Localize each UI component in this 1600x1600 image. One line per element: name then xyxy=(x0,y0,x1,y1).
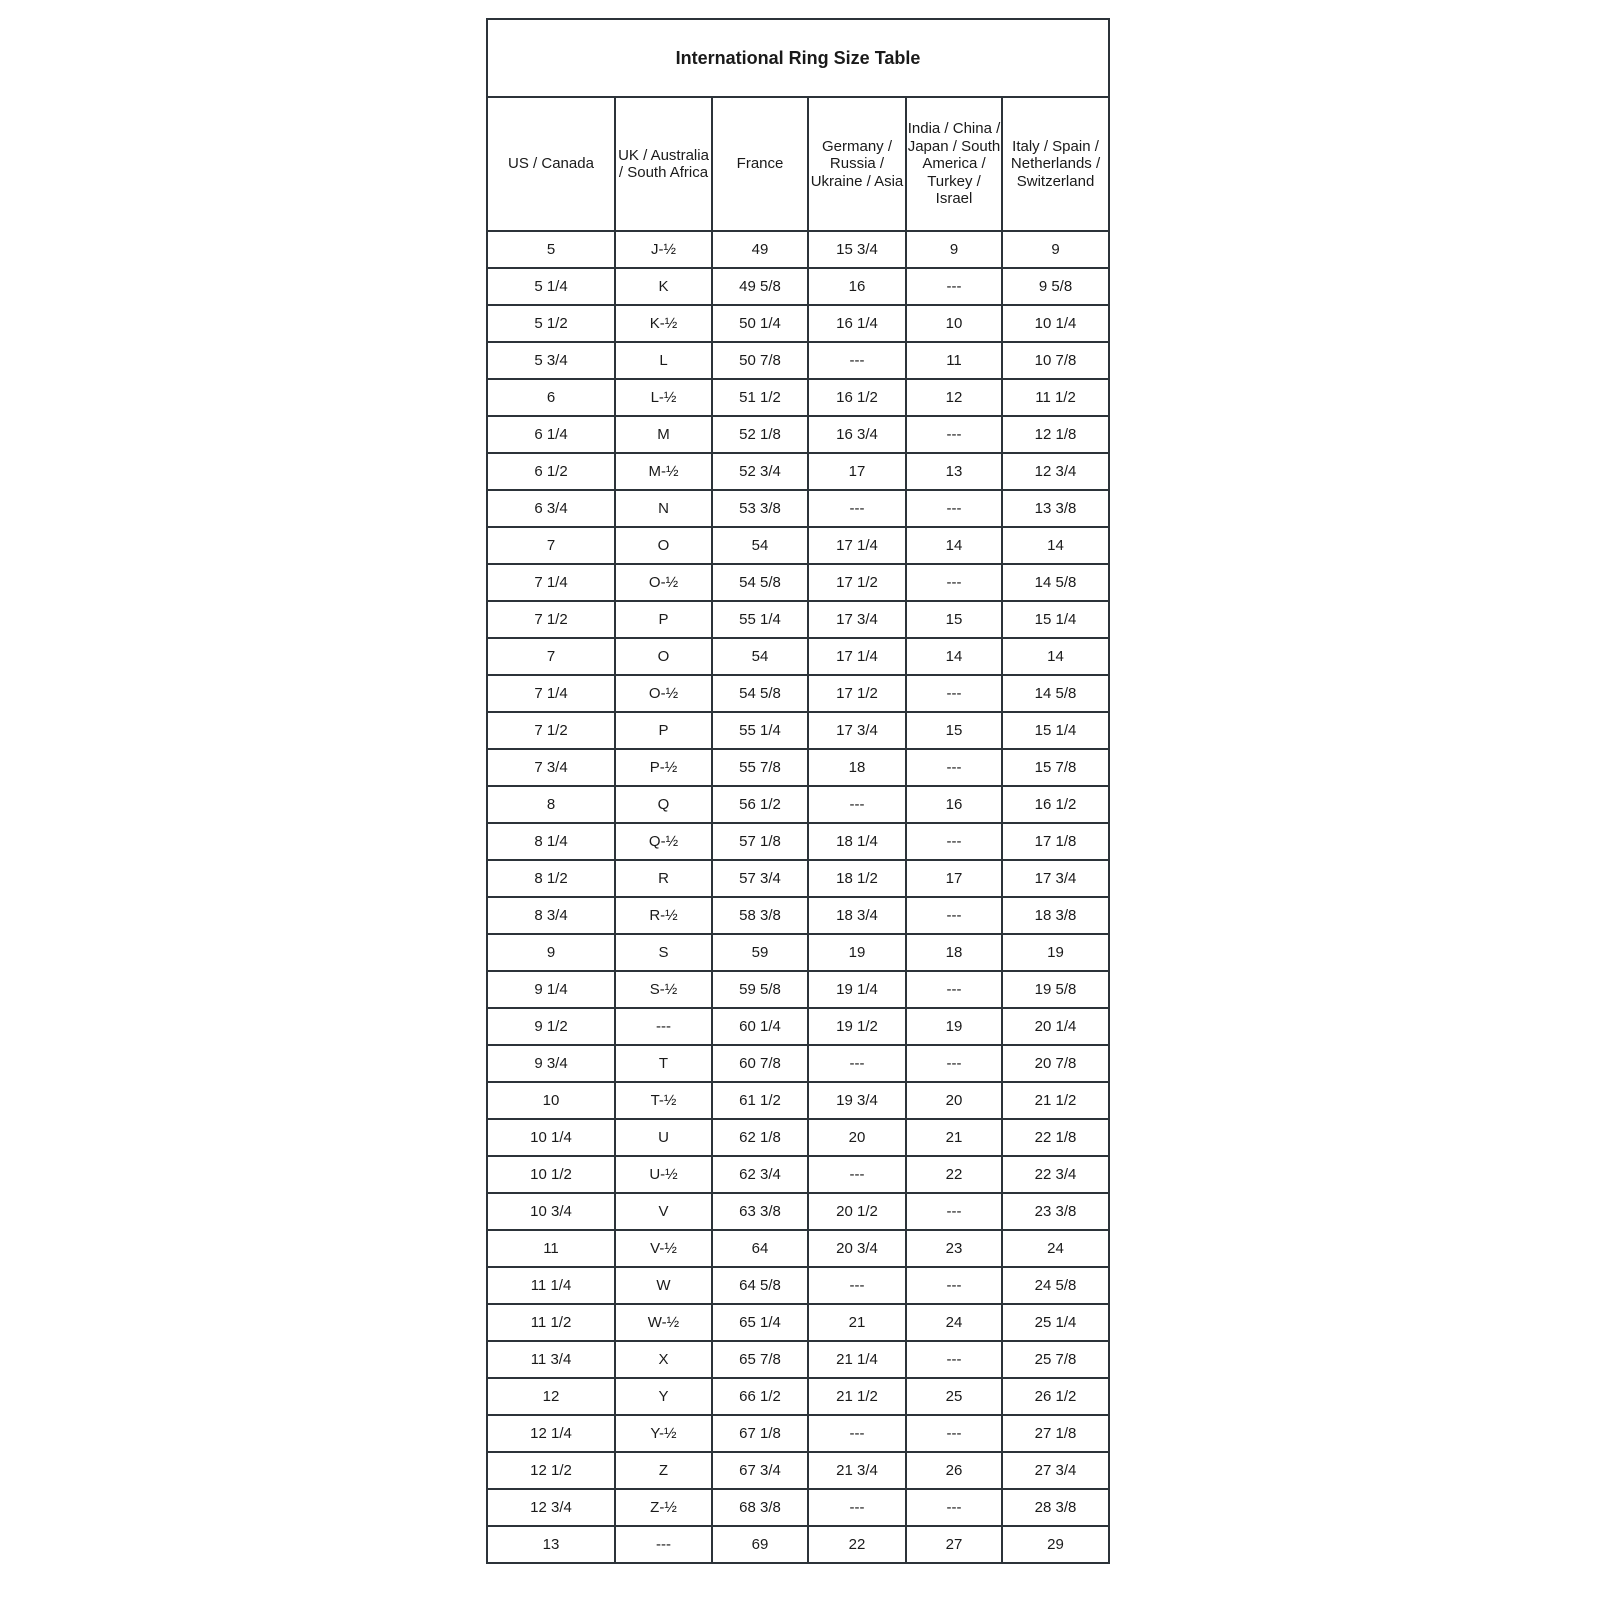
table-row xyxy=(487,675,1109,712)
cell-uk: Z-½ xyxy=(615,1489,712,1526)
cell-us-canada: 7 1/2 xyxy=(487,601,615,638)
cell-germany: 20 1/2 xyxy=(808,1193,906,1230)
cell-us-canada: 12 xyxy=(487,1378,615,1415)
cell-france: 52 1/8 xyxy=(712,416,808,453)
cell-us-canada: 9 xyxy=(487,934,615,971)
cell-germany: 17 xyxy=(808,453,906,490)
cell-germany: 19 xyxy=(808,934,906,971)
cell-italy: 15 1/4 xyxy=(1002,712,1109,749)
cell-us-canada: 12 1/4 xyxy=(487,1415,615,1452)
cell-france: 59 xyxy=(712,934,808,971)
cell-france: 62 3/4 xyxy=(712,1156,808,1193)
cell-france: 52 3/4 xyxy=(712,453,808,490)
header-us-canada: US / Canada xyxy=(487,97,615,231)
cell-france: 65 1/4 xyxy=(712,1304,808,1341)
table-row xyxy=(487,1489,1109,1526)
cell-italy: 15 1/4 xyxy=(1002,601,1109,638)
cell-germany: 17 1/4 xyxy=(808,527,906,564)
table-row xyxy=(487,971,1109,1008)
cell-france: 55 1/4 xyxy=(712,712,808,749)
cell-india: 24 xyxy=(906,1304,1002,1341)
cell-germany: 18 3/4 xyxy=(808,897,906,934)
cell-india: --- xyxy=(906,1341,1002,1378)
cell-india: 22 xyxy=(906,1156,1002,1193)
table-row xyxy=(487,712,1109,749)
cell-italy: 21 1/2 xyxy=(1002,1082,1109,1119)
cell-italy: 23 3/8 xyxy=(1002,1193,1109,1230)
cell-italy: 20 1/4 xyxy=(1002,1008,1109,1045)
cell-uk: R-½ xyxy=(615,897,712,934)
cell-france: 60 1/4 xyxy=(712,1008,808,1045)
table-row xyxy=(487,1045,1109,1082)
header-row xyxy=(487,97,1109,231)
cell-france: 53 3/8 xyxy=(712,490,808,527)
cell-uk: M-½ xyxy=(615,453,712,490)
cell-germany: 21 1/2 xyxy=(808,1378,906,1415)
cell-france: 55 1/4 xyxy=(712,601,808,638)
cell-us-canada: 12 1/2 xyxy=(487,1452,615,1489)
cell-france: 51 1/2 xyxy=(712,379,808,416)
cell-us-canada: 11 1/2 xyxy=(487,1304,615,1341)
header-france: France xyxy=(712,97,808,231)
cell-us-canada: 12 3/4 xyxy=(487,1489,615,1526)
table-row xyxy=(487,231,1109,268)
table-row xyxy=(487,1378,1109,1415)
table-row xyxy=(487,1119,1109,1156)
cell-india: --- xyxy=(906,1045,1002,1082)
cell-france: 54 xyxy=(712,638,808,675)
cell-us-canada: 9 1/4 xyxy=(487,971,615,1008)
cell-germany: 18 xyxy=(808,749,906,786)
cell-italy: 11 1/2 xyxy=(1002,379,1109,416)
cell-us-canada: 6 1/4 xyxy=(487,416,615,453)
cell-india: --- xyxy=(906,490,1002,527)
table-title: International Ring Size Table xyxy=(487,19,1109,97)
cell-uk: O-½ xyxy=(615,564,712,601)
cell-india: --- xyxy=(906,416,1002,453)
cell-germany: --- xyxy=(808,1415,906,1452)
cell-india: 16 xyxy=(906,786,1002,823)
cell-uk: O-½ xyxy=(615,675,712,712)
cell-uk: Y-½ xyxy=(615,1415,712,1452)
cell-germany: --- xyxy=(808,1045,906,1082)
table-row xyxy=(487,638,1109,675)
cell-germany: 22 xyxy=(808,1526,906,1563)
table-row xyxy=(487,416,1109,453)
cell-uk: K xyxy=(615,268,712,305)
cell-italy: 24 xyxy=(1002,1230,1109,1267)
cell-india: 14 xyxy=(906,638,1002,675)
cell-uk: M xyxy=(615,416,712,453)
cell-germany: --- xyxy=(808,490,906,527)
cell-india: --- xyxy=(906,823,1002,860)
cell-france: 57 3/4 xyxy=(712,860,808,897)
cell-italy: 10 7/8 xyxy=(1002,342,1109,379)
cell-us-canada: 7 xyxy=(487,527,615,564)
cell-india: 12 xyxy=(906,379,1002,416)
cell-germany: 19 3/4 xyxy=(808,1082,906,1119)
cell-us-canada: 8 3/4 xyxy=(487,897,615,934)
table-row xyxy=(487,1415,1109,1452)
cell-uk: Q-½ xyxy=(615,823,712,860)
cell-uk: T-½ xyxy=(615,1082,712,1119)
table-row xyxy=(487,453,1109,490)
cell-india: --- xyxy=(906,897,1002,934)
cell-uk: --- xyxy=(615,1008,712,1045)
header-uk-australia-south-africa: UK / Australia / South Africa xyxy=(615,97,712,231)
cell-germany: 17 3/4 xyxy=(808,601,906,638)
cell-us-canada: 7 3/4 xyxy=(487,749,615,786)
cell-france: 50 1/4 xyxy=(712,305,808,342)
cell-india: 9 xyxy=(906,231,1002,268)
table-row xyxy=(487,1452,1109,1489)
cell-us-canada: 5 xyxy=(487,231,615,268)
cell-india: 13 xyxy=(906,453,1002,490)
cell-italy: 12 3/4 xyxy=(1002,453,1109,490)
header-india-china-japan: India / China / Japan / South America / Turkey / Israel xyxy=(906,97,1002,231)
cell-germany: 17 3/4 xyxy=(808,712,906,749)
cell-uk: O xyxy=(615,638,712,675)
table-row xyxy=(487,934,1109,971)
cell-india: 14 xyxy=(906,527,1002,564)
cell-uk: W-½ xyxy=(615,1304,712,1341)
cell-italy: 14 xyxy=(1002,527,1109,564)
cell-italy: 14 5/8 xyxy=(1002,675,1109,712)
cell-italy: 14 xyxy=(1002,638,1109,675)
cell-us-canada: 6 3/4 xyxy=(487,490,615,527)
table-row xyxy=(487,823,1109,860)
cell-germany: 21 xyxy=(808,1304,906,1341)
cell-uk: Q xyxy=(615,786,712,823)
table-row xyxy=(487,786,1109,823)
table-row xyxy=(487,1008,1109,1045)
cell-uk: T xyxy=(615,1045,712,1082)
cell-italy: 9 xyxy=(1002,231,1109,268)
cell-uk: P xyxy=(615,712,712,749)
table-row xyxy=(487,1193,1109,1230)
cell-us-canada: 9 1/2 xyxy=(487,1008,615,1045)
cell-uk: S-½ xyxy=(615,971,712,1008)
cell-france: 58 3/8 xyxy=(712,897,808,934)
cell-india: 15 xyxy=(906,712,1002,749)
cell-us-canada: 7 xyxy=(487,638,615,675)
cell-germany: 21 3/4 xyxy=(808,1452,906,1489)
cell-germany: --- xyxy=(808,786,906,823)
cell-france: 57 1/8 xyxy=(712,823,808,860)
table-row xyxy=(487,527,1109,564)
cell-uk: K-½ xyxy=(615,305,712,342)
cell-italy: 12 1/8 xyxy=(1002,416,1109,453)
cell-uk: U-½ xyxy=(615,1156,712,1193)
cell-india: 18 xyxy=(906,934,1002,971)
cell-uk: N xyxy=(615,490,712,527)
cell-uk: O xyxy=(615,527,712,564)
cell-us-canada: 11 3/4 xyxy=(487,1341,615,1378)
cell-india: --- xyxy=(906,675,1002,712)
cell-uk: V xyxy=(615,1193,712,1230)
table-row xyxy=(487,268,1109,305)
cell-germany: 20 3/4 xyxy=(808,1230,906,1267)
table-row xyxy=(487,342,1109,379)
cell-india: --- xyxy=(906,1267,1002,1304)
cell-india: --- xyxy=(906,268,1002,305)
cell-us-canada: 5 1/4 xyxy=(487,268,615,305)
cell-us-canada: 8 1/4 xyxy=(487,823,615,860)
cell-india: 21 xyxy=(906,1119,1002,1156)
table-row xyxy=(487,897,1109,934)
cell-india: 20 xyxy=(906,1082,1002,1119)
cell-india: 26 xyxy=(906,1452,1002,1489)
cell-italy: 18 3/8 xyxy=(1002,897,1109,934)
cell-italy: 20 7/8 xyxy=(1002,1045,1109,1082)
cell-us-canada: 7 1/4 xyxy=(487,564,615,601)
cell-italy: 19 xyxy=(1002,934,1109,971)
cell-us-canada: 7 1/4 xyxy=(487,675,615,712)
cell-germany: 17 1/4 xyxy=(808,638,906,675)
cell-india: 27 xyxy=(906,1526,1002,1563)
ring-size-sheet xyxy=(486,18,1108,1564)
cell-germany: --- xyxy=(808,1156,906,1193)
cell-france: 62 1/8 xyxy=(712,1119,808,1156)
cell-italy: 22 1/8 xyxy=(1002,1119,1109,1156)
cell-france: 49 5/8 xyxy=(712,268,808,305)
table-row xyxy=(487,379,1109,416)
cell-india: 19 xyxy=(906,1008,1002,1045)
cell-germany: --- xyxy=(808,1267,906,1304)
cell-us-canada: 8 1/2 xyxy=(487,860,615,897)
cell-uk: L xyxy=(615,342,712,379)
header-italy-spain-netherlands-switzerland: Italy / Spain / Netherlands / Switzerland xyxy=(1002,97,1109,231)
cell-uk: U xyxy=(615,1119,712,1156)
table-row xyxy=(487,860,1109,897)
cell-italy: 15 7/8 xyxy=(1002,749,1109,786)
cell-germany: --- xyxy=(808,342,906,379)
cell-germany: --- xyxy=(808,1489,906,1526)
cell-uk: P-½ xyxy=(615,749,712,786)
cell-uk: R xyxy=(615,860,712,897)
table-row xyxy=(487,490,1109,527)
cell-us-canada: 10 3/4 xyxy=(487,1193,615,1230)
cell-uk: J-½ xyxy=(615,231,712,268)
cell-france: 54 5/8 xyxy=(712,564,808,601)
cell-italy: 16 1/2 xyxy=(1002,786,1109,823)
cell-france: 50 7/8 xyxy=(712,342,808,379)
cell-italy: 17 1/8 xyxy=(1002,823,1109,860)
cell-india: --- xyxy=(906,1193,1002,1230)
cell-france: 68 3/8 xyxy=(712,1489,808,1526)
cell-italy: 19 5/8 xyxy=(1002,971,1109,1008)
table-row xyxy=(487,1526,1109,1563)
table-row xyxy=(487,601,1109,638)
cell-germany: 16 xyxy=(808,268,906,305)
cell-italy: 13 3/8 xyxy=(1002,490,1109,527)
cell-italy: 10 1/4 xyxy=(1002,305,1109,342)
cell-us-canada: 5 3/4 xyxy=(487,342,615,379)
cell-india: --- xyxy=(906,749,1002,786)
cell-france: 63 3/8 xyxy=(712,1193,808,1230)
cell-uk: V-½ xyxy=(615,1230,712,1267)
cell-us-canada: 8 xyxy=(487,786,615,823)
table-row xyxy=(487,1267,1109,1304)
cell-italy: 9 5/8 xyxy=(1002,268,1109,305)
cell-germany: 18 1/2 xyxy=(808,860,906,897)
cell-germany: 19 1/2 xyxy=(808,1008,906,1045)
cell-italy: 22 3/4 xyxy=(1002,1156,1109,1193)
header-germany-russia-ukraine-asia: Germany / Russia / Ukraine / Asia xyxy=(808,97,906,231)
cell-italy: 25 1/4 xyxy=(1002,1304,1109,1341)
cell-france: 54 xyxy=(712,527,808,564)
cell-france: 61 1/2 xyxy=(712,1082,808,1119)
cell-france: 67 3/4 xyxy=(712,1452,808,1489)
cell-us-canada: 9 3/4 xyxy=(487,1045,615,1082)
cell-us-canada: 10 xyxy=(487,1082,615,1119)
cell-france: 66 1/2 xyxy=(712,1378,808,1415)
cell-uk: L-½ xyxy=(615,379,712,416)
cell-india: 15 xyxy=(906,601,1002,638)
cell-germany: 17 1/2 xyxy=(808,675,906,712)
cell-france: 67 1/8 xyxy=(712,1415,808,1452)
table-row xyxy=(487,1341,1109,1378)
cell-germany: 21 1/4 xyxy=(808,1341,906,1378)
ring-size-table xyxy=(486,18,1110,1564)
cell-germany: 16 1/2 xyxy=(808,379,906,416)
cell-france: 65 7/8 xyxy=(712,1341,808,1378)
cell-germany: 18 1/4 xyxy=(808,823,906,860)
table-row xyxy=(487,1082,1109,1119)
cell-france: 55 7/8 xyxy=(712,749,808,786)
cell-italy: 27 1/8 xyxy=(1002,1415,1109,1452)
table-row xyxy=(487,305,1109,342)
cell-us-canada: 6 xyxy=(487,379,615,416)
cell-france: 64 xyxy=(712,1230,808,1267)
cell-germany: 15 3/4 xyxy=(808,231,906,268)
cell-italy: 27 3/4 xyxy=(1002,1452,1109,1489)
cell-india: 23 xyxy=(906,1230,1002,1267)
cell-india: 10 xyxy=(906,305,1002,342)
cell-italy: 24 5/8 xyxy=(1002,1267,1109,1304)
title-row xyxy=(487,19,1109,97)
cell-us-canada: 13 xyxy=(487,1526,615,1563)
table-row xyxy=(487,564,1109,601)
cell-uk: X xyxy=(615,1341,712,1378)
table-row xyxy=(487,749,1109,786)
cell-uk: --- xyxy=(615,1526,712,1563)
cell-italy: 14 5/8 xyxy=(1002,564,1109,601)
cell-india: --- xyxy=(906,564,1002,601)
cell-germany: 20 xyxy=(808,1119,906,1156)
cell-us-canada: 11 1/4 xyxy=(487,1267,615,1304)
cell-us-canada: 10 1/4 xyxy=(487,1119,615,1156)
table-row xyxy=(487,1230,1109,1267)
cell-italy: 25 7/8 xyxy=(1002,1341,1109,1378)
cell-india: 25 xyxy=(906,1378,1002,1415)
cell-uk: S xyxy=(615,934,712,971)
cell-us-canada: 11 xyxy=(487,1230,615,1267)
cell-italy: 17 3/4 xyxy=(1002,860,1109,897)
cell-uk: Z xyxy=(615,1452,712,1489)
cell-india: --- xyxy=(906,971,1002,1008)
cell-uk: W xyxy=(615,1267,712,1304)
cell-france: 60 7/8 xyxy=(712,1045,808,1082)
cell-france: 69 xyxy=(712,1526,808,1563)
cell-italy: 29 xyxy=(1002,1526,1109,1563)
cell-germany: 19 1/4 xyxy=(808,971,906,1008)
cell-us-canada: 7 1/2 xyxy=(487,712,615,749)
cell-india: --- xyxy=(906,1415,1002,1452)
table-row xyxy=(487,1304,1109,1341)
cell-france: 59 5/8 xyxy=(712,971,808,1008)
cell-france: 64 5/8 xyxy=(712,1267,808,1304)
cell-india: --- xyxy=(906,1489,1002,1526)
table-row xyxy=(487,1156,1109,1193)
cell-uk: Y xyxy=(615,1378,712,1415)
cell-italy: 26 1/2 xyxy=(1002,1378,1109,1415)
cell-us-canada: 10 1/2 xyxy=(487,1156,615,1193)
cell-us-canada: 6 1/2 xyxy=(487,453,615,490)
cell-france: 54 5/8 xyxy=(712,675,808,712)
cell-us-canada: 5 1/2 xyxy=(487,305,615,342)
cell-france: 49 xyxy=(712,231,808,268)
cell-italy: 28 3/8 xyxy=(1002,1489,1109,1526)
cell-france: 56 1/2 xyxy=(712,786,808,823)
cell-germany: 16 1/4 xyxy=(808,305,906,342)
cell-india: 17 xyxy=(906,860,1002,897)
cell-uk: P xyxy=(615,601,712,638)
cell-germany: 16 3/4 xyxy=(808,416,906,453)
cell-germany: 17 1/2 xyxy=(808,564,906,601)
cell-india: 11 xyxy=(906,342,1002,379)
